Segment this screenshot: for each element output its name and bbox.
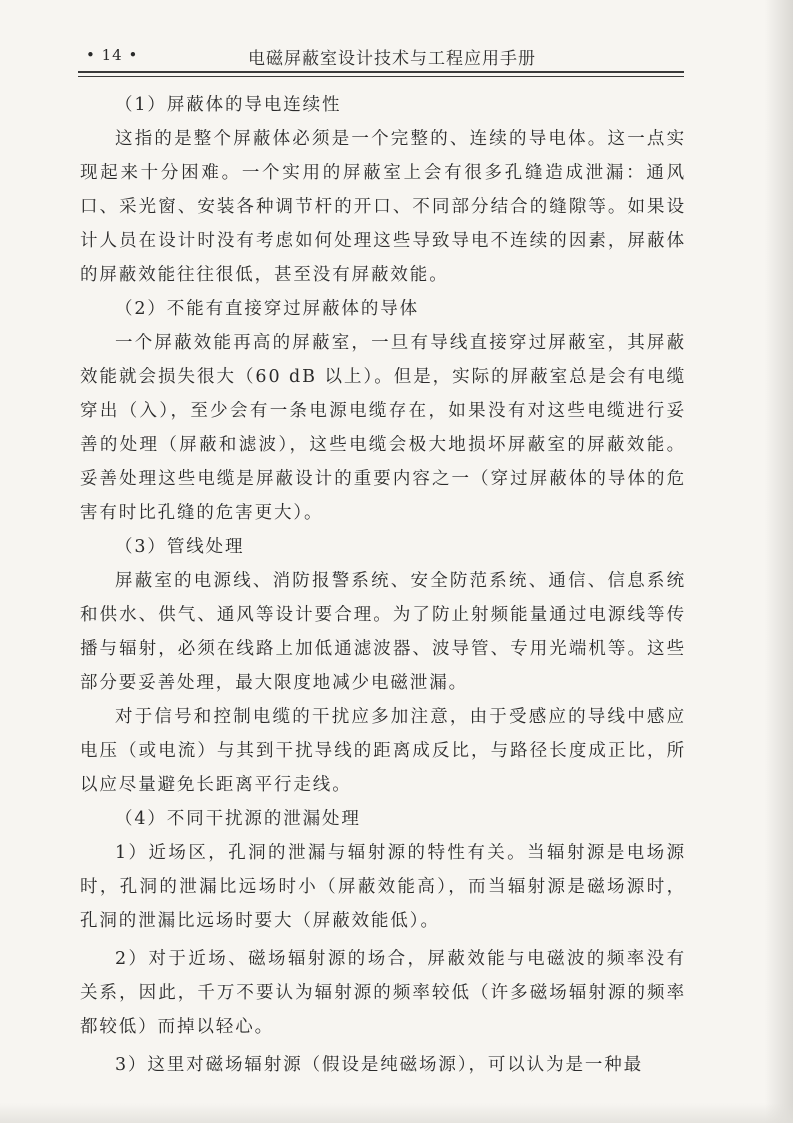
paragraph: 一个屏蔽效能再高的屏蔽室，一旦有导线直接穿过屏蔽室，其屏蔽效能就会损失很大（60 dB 以上）。但是，实际的屏蔽室总是会有电缆穿出（入），至少会有一条电源电缆存在，如果没有对这些电缆进行妥善的处理（屏蔽和滤波），这些电缆会极大地损坏屏蔽室的屏蔽效能。妥善处理这些电缆是屏蔽设计的重要内容之一（穿过屏蔽体的导体的危害有时比孔缝的危害更大）。: [80, 333, 686, 523]
page-bottom-shadow: [0, 1103, 793, 1123]
paragraph: 屏蔽室的电源线、消防报警系统、安全防范系统、通信、信息系统和供水、供气、通风等设计要合理。为了防止射频能量通过电源线等传播与辐射，必须在线路上加低通滤波器、波导管、专用光端机等。这些部分要妥善处理，最大限度地减少电磁泄漏。: [80, 571, 686, 693]
running-header: [78, 42, 684, 72]
header-rule-thick: [78, 71, 684, 73]
section-heading-1: （1）屏蔽体的导电连续性: [115, 95, 342, 115]
section-heading-2: （2）不能有直接穿过屏蔽体的导体: [115, 299, 420, 319]
section-heading-3: （3）管线处理: [115, 537, 245, 557]
body-text: [80, 88, 686, 1082]
paragraph: 这指的是整个屏蔽体必须是一个完整的、连续的导电体。这一点实现起来十分困难。一个实用的屏蔽室上会有很多孔缝造成泄漏：通风口、采光窗、安装各种调节杆的开口、不同部分结合的缝隙等。如果设计人员在设计时没有考虑如何处理这些导致导电不连续的因素，屏蔽体的屏蔽效能往往很低，甚至没有屏蔽效能。: [80, 129, 686, 285]
list-item: 3）这里对磁场辐射源（假设是纯磁场源），可以认为是一种最: [115, 1055, 644, 1075]
list-item: 1）近场区，孔洞的泄漏与辐射源的特性有关。当辐射源是电场源时，孔洞的泄漏比远场时小（屏蔽效能高），而当辐射源是磁场源时，孔洞的泄漏比远场时要大（屏蔽效能低）。: [80, 843, 686, 931]
section-heading-4: （4）不同干扰源的泄漏处理: [115, 809, 361, 829]
list-item: 2）对于近场、磁场辐射源的场合，屏蔽效能与电磁波的频率没有关系，因此，千万不要认为辐射源的频率较低（许多磁场辐射源的频率都较低）而掉以轻心。: [80, 949, 686, 1037]
page-number: • 14 •: [86, 46, 139, 64]
running-title: 电磁屏蔽室设计技术与工程应用手册: [248, 49, 536, 69]
header-rule-thin: [78, 76, 684, 77]
page-edge-shadow: [765, 0, 793, 1123]
paragraph: 对于信号和控制电缆的干扰应多加注意，由于受感应的导线中感应电压（或电流）与其到干扰导线的距离成反比，与路径长度成正比，所以应尽量避免长距离平行走线。: [80, 707, 686, 795]
